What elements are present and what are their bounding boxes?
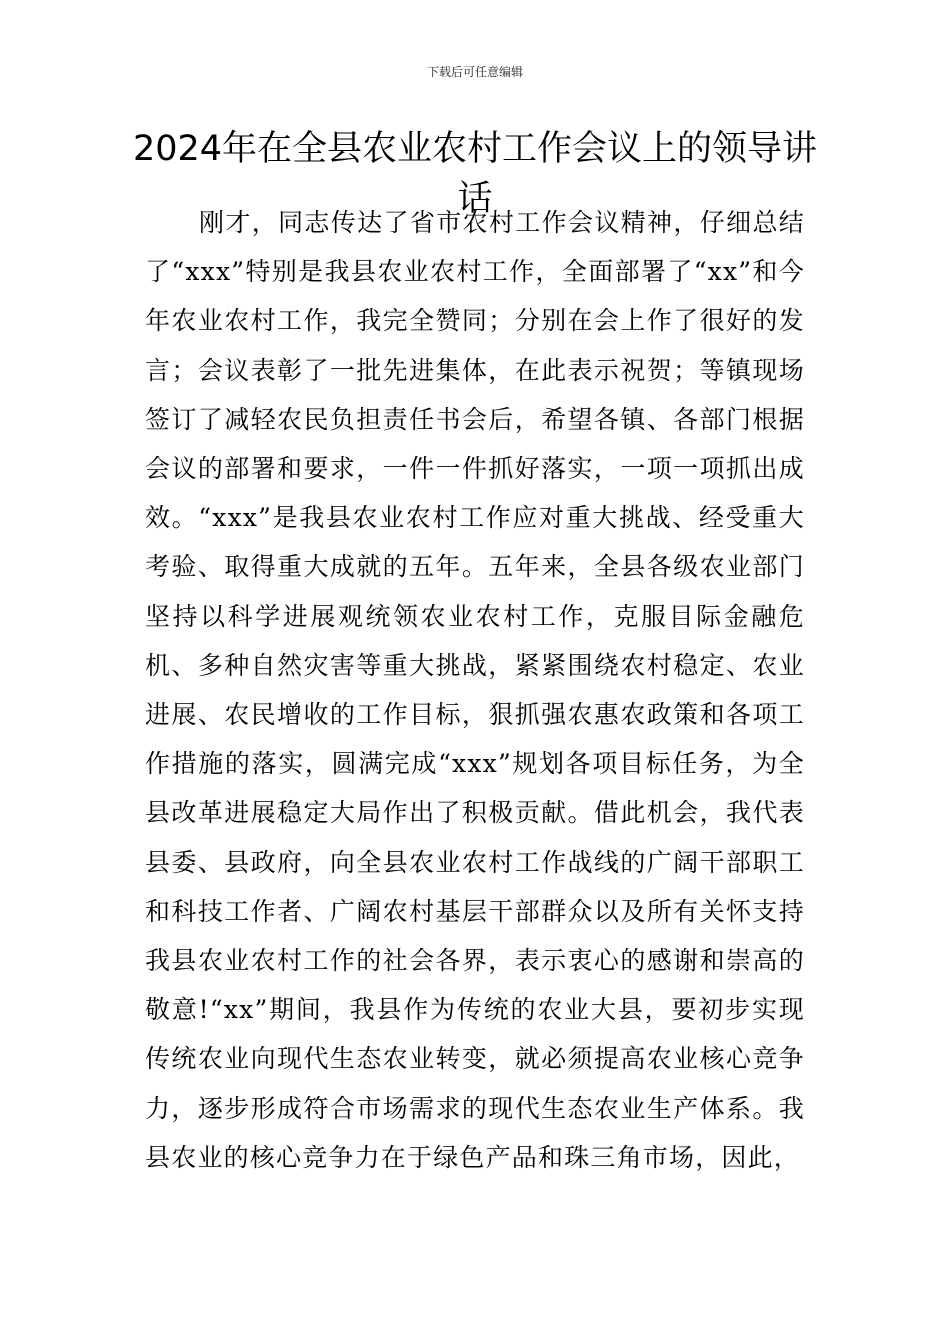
document-title: 2024年在全县农业农村工作会议上的领导讲话 (132, 129, 818, 219)
document-body-paragraph: 刚才，同志传达了省市农村工作会议精神，仔细总结了“xxx”特别是我县农业农村工作，全面部署了“xx”和今年农业农村工作，我完全赞同；分别在会上作了很好的发言；会议表彰了一批先进集体，在此表示祝贺；等镇现场签订了减轻农民负担责任书会后，希望各镇、各部门根据会议的部署和要求，一件一件抓好落实，一项一项抓出成效。“xxx”是我县农业农村工作应对重大挑战、经受重大考验、取得重大成就的五年。五年来，全县各级农业部门坚持以科学进展观统领农业农村工作，克服目际金融危机、多种自然灾害等重大挑战，紧紧围绕农村稳定、农业进展、农民增收的工作目标，狠抓强农惠农政策和各项工作措施的落实，圆满完成“xxx”规划各项目标任务，为全县改革进展稳定大局作出了积极贡献。借此机会，我代表县委、县政府，向全县农业农村工作战线的广阔干部职工和科技工作者、广阔农村基层干部群众以及所有关怀支持我县农业农村工作的社会各界，表示衷心的感谢和崇高的敬意!“xx”期间，我县作为传统的农业大县，要初步实现传统农业向现代生态农业转变，就必须提高农业核心竞争力，逐步形成符合市场需求的现代生态农业生产体系。我县农业的核心竞争力在于绿色产品和珠三角市场，因此， (145, 208, 805, 1172)
page-header-note: 下载后可任意编辑 (426, 65, 523, 79)
